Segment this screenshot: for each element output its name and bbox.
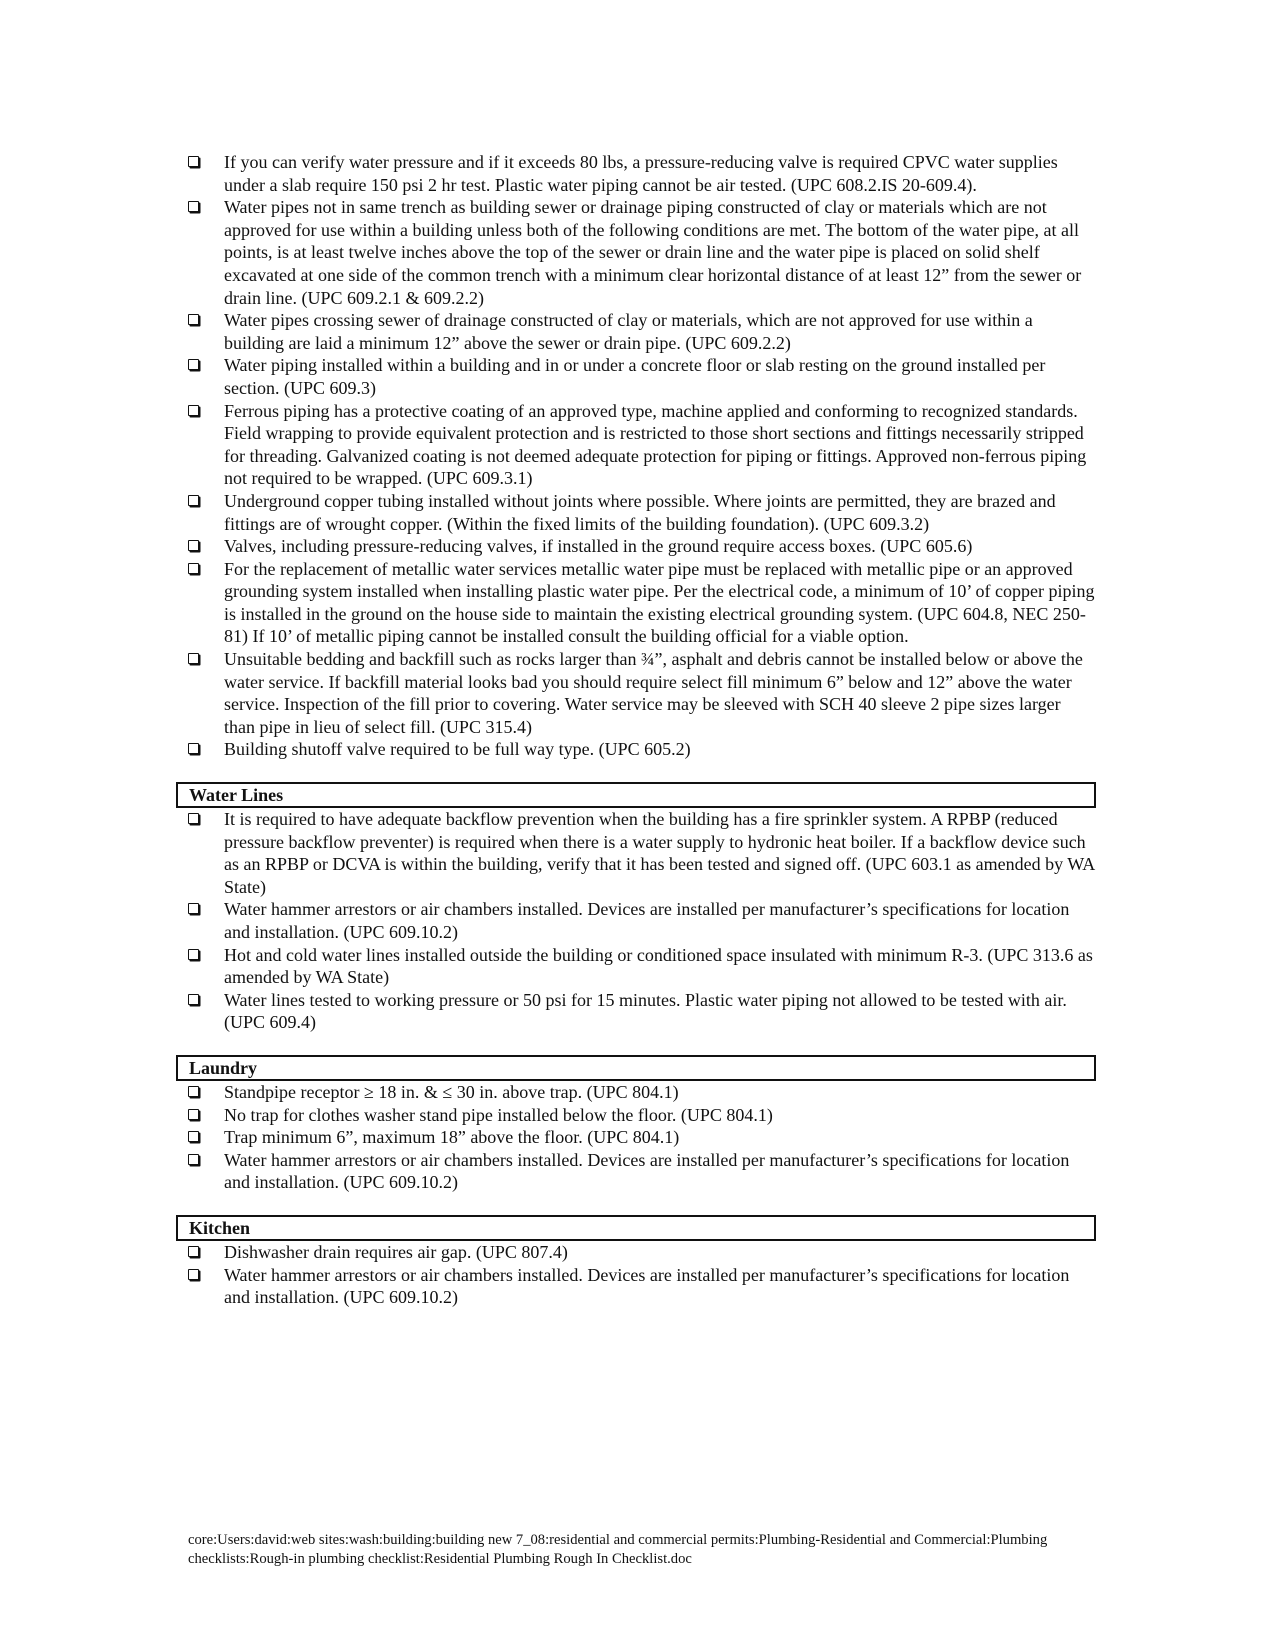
section-header-water-lines: Water Lines <box>176 782 1096 808</box>
checklist-item: Valves, including pressure-reducing valves, if installed in the ground require access boxes. (UPC 605.6) <box>176 535 1096 558</box>
checkbox-icon <box>188 156 199 167</box>
checklist-item: Water hammer arrestors or air chambers installed. Devices are installed per manufacturer’s specifications for location and installation. (UPC 609.10.2) <box>176 1149 1096 1194</box>
checklist-item: Underground copper tubing installed without joints where possible. Where joints are permitted, they are brazed and fittings are of wrought copper. (Within the fixed limits of the building foundation). (UPC 609.3.2) <box>176 490 1096 535</box>
footer-file-path: core:Users:david:web sites:wash:building:building new 7_08:residential and commercial permits:Plumbing-Residential and Commercial:Plumbing checklists:Rough-in plumbing checklist:Residential Plumbing Rough In Checklist.doc <box>188 1532 1048 1567</box>
checklist-item: Water pipes not in same trench as building sewer or drainage piping constructed of clay or materials which are not approved for use within a building unless both of the following conditions are met. The bottom of the water pipe, at all points, is at least twelve inches above the top of the sewer or drain line and the water pipe is placed on solid shelf excavated at one side of the common trench with a minimum clear horizontal distance of at least 12” from the sewer or drain line. (UPC 609.2.1 & 609.2.2) <box>176 196 1096 309</box>
laundry-checklist <box>176 1081 1096 1194</box>
checklist-item: Trap minimum 6”, maximum 18” above the floor. (UPC 804.1) <box>176 1126 1096 1149</box>
checkbox-icon <box>188 1269 199 1280</box>
section-header-kitchen: Kitchen <box>176 1215 1096 1241</box>
checklist-item: Water piping installed within a building and in or under a concrete floor or slab resting on the ground installed per section. (UPC 609.3) <box>176 354 1096 399</box>
checkbox-icon <box>188 563 199 574</box>
checkbox-icon <box>188 1246 199 1257</box>
checklist-item: Water pipes crossing sewer of drainage constructed of clay or materials, which are not approved for use within a building are laid a minimum 12” above the sewer or drain pipe. (UPC 609.2.2) <box>176 309 1096 354</box>
checklist-item: Standpipe receptor ≥ 18 in. & ≤ 30 in. above trap. (UPC 804.1) <box>176 1081 1096 1104</box>
checklist-item: For the replacement of metallic water services metallic water pipe must be replaced with metallic pipe or an approved grounding system installed when installing plastic water pipe. Per the electrical code, a minimum of 10’ of copper piping is installed in the ground on the house side to maintain the existing electrical grounding system. (UPC 604.8, NEC 250-81) If 10’ of metallic piping cannot be installed consult the building official for a viable option. <box>176 558 1096 648</box>
checkbox-icon <box>188 1109 199 1120</box>
checkbox-icon <box>188 994 199 1005</box>
checkbox-icon <box>188 903 199 914</box>
checklist-item: Water hammer arrestors or air chambers installed. Devices are installed per manufacturer’s specifications for location and installation. (UPC 609.10.2) <box>176 1264 1096 1309</box>
checklist-item: Unsuitable bedding and backfill such as rocks larger than ¾”, asphalt and debris cannot be installed below or above the water service. If backfill material looks bad you should require select fill minimum 6” below and 12” above the water service. Inspection of the fill prior to covering. Water service may be sleeved with SCH 40 sleeve 2 pipe sizes larger than pipe in lieu of select fill. (UPC 315.4) <box>176 648 1096 738</box>
kitchen-checklist <box>176 1241 1096 1309</box>
checklist-item: No trap for clothes washer stand pipe installed below the floor. (UPC 804.1) <box>176 1104 1096 1127</box>
checklist-item: Building shutoff valve required to be full way type. (UPC 605.2) <box>176 738 1096 761</box>
checkbox-icon <box>188 405 199 416</box>
checkbox-icon <box>188 314 199 325</box>
checklist-item: Hot and cold water lines installed outside the building or conditioned space insulated with minimum R-3. (UPC 313.6 as amended by WA State) <box>176 944 1096 989</box>
checklist-item: Water hammer arrestors or air chambers installed. Devices are installed per manufacturer’s specifications for location and installation. (UPC 609.10.2) <box>176 898 1096 943</box>
checkbox-icon <box>188 743 199 754</box>
checklist-content <box>176 151 1096 1309</box>
checkbox-icon <box>188 1154 199 1165</box>
checkbox-icon <box>188 813 199 824</box>
checkbox-icon <box>188 653 199 664</box>
checklist-item: It is required to have adequate backflow prevention when the building has a fire sprinkler system. A RPBP (reduced pressure backflow preventer) is required when there is a water supply to hydronic heat boiler. If a backflow device such as an RPBP or DCVA is within the building, verify that it has been tested and signed off. (UPC 603.1 as amended by WA State) <box>176 808 1096 898</box>
checkbox-icon <box>188 1086 199 1097</box>
water-lines-checklist <box>176 808 1096 1034</box>
water-service-checklist <box>176 151 1096 761</box>
section-header-laundry: Laundry <box>176 1055 1096 1081</box>
checkbox-icon <box>188 1131 199 1142</box>
checklist-item: If you can verify water pressure and if it exceeds 80 lbs, a pressure-reducing valve is required CPVC water supplies under a slab require 150 psi 2 hr test. Plastic water piping cannot be air tested. (UPC 608.2.IS 20-609.4). <box>176 151 1096 196</box>
checkbox-icon <box>188 359 199 370</box>
checkbox-icon <box>188 540 199 551</box>
checklist-item: Dishwasher drain requires air gap. (UPC 807.4) <box>176 1241 1096 1264</box>
checklist-item: Ferrous piping has a protective coating of an approved type, machine applied and conforming to recognized standards. Field wrapping to provide equivalent protection and is restricted to those short sections and fittings necessarily stripped for threading. Galvanized coating is not deemed adequate protection for piping or fittings. Approved non-ferrous piping not required to be wrapped. (UPC 609.3.1) <box>176 400 1096 490</box>
checklist-item: Water lines tested to working pressure or 50 psi for 15 minutes. Plastic water piping not allowed to be tested with air. (UPC 609.4) <box>176 989 1096 1034</box>
checkbox-icon <box>188 949 199 960</box>
checkbox-icon <box>188 495 199 506</box>
checkbox-icon <box>188 201 199 212</box>
